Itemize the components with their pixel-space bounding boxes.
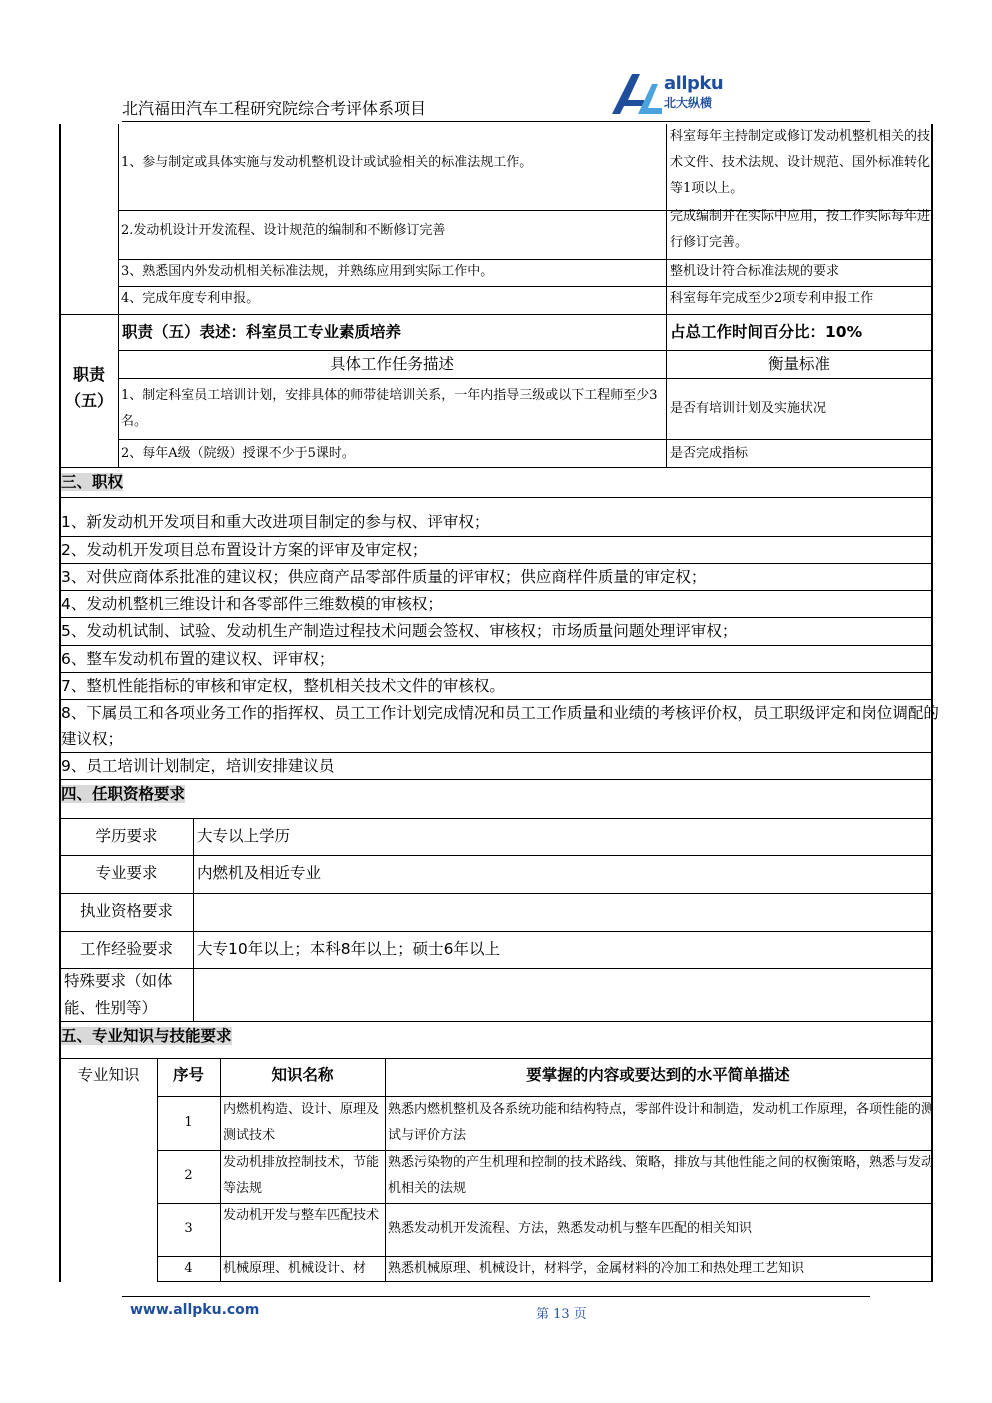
knowledge-desc: 熟悉污染物的产生机理和控制的技术路线、策略，排放与其他性能之间的权衡策略，熟悉与发动机相关的法规 (388, 1155, 935, 1196)
col-header-no: 序号 (172, 1066, 204, 1084)
knowledge-side-label: 专业知识 (77, 1066, 140, 1084)
row-divider (59, 779, 932, 780)
standard-cell: 整机设计符合标准法规的要求 (670, 264, 840, 279)
section3-title (61, 470, 123, 494)
authority-item: 8、下属员工和各项业务工作的指挥权、员工工作计划完成情况和员工工作质量和业绩的考核评价权，员工职级评定和岗位调配的建议权； (61, 704, 939, 748)
knowledge-name: 发动机开发与整车匹配技术 (223, 1208, 380, 1223)
task-cell: 3、熟悉国内外发动机相关标准法规，并熟练应用到实际工作中。 (121, 264, 494, 279)
authority-item: 4、发动机整机三维设计和各零部件三维数模的审核权； (61, 595, 443, 613)
task-cell: 4、完成年度专利申报。 (121, 291, 260, 306)
standard-cell: 完成编制并在实际中应用，按工作实际每年进行修订完善。 (670, 209, 931, 250)
knowledge-no: 1 (184, 1115, 193, 1130)
authority-item: 9、员工培训计划制定，培训安排建议员 (61, 757, 335, 775)
knowledge-no: 2 (184, 1168, 193, 1183)
footer-divider (122, 1296, 870, 1297)
section5-title-text: 五、专业知识与技能要求 (61, 1027, 232, 1045)
authority-item: 6、整车发动机布置的建议权、评审权； (61, 650, 335, 668)
knowledge-desc: 熟悉发动机开发流程、方法，熟悉发动机与整车匹配的相关知识 (388, 1221, 753, 1236)
page-header-title: 北汽福田汽车工程研究院综合考评体系项目 (122, 99, 427, 118)
row-divider (59, 314, 932, 315)
authority-item: 7、整机性能指标的审核和审定权，整机相关技术文件的审核权。 (61, 677, 505, 695)
col-header-standard: 衡量标准 (767, 355, 830, 373)
col-divider (193, 818, 194, 1022)
qual-label: 专业要求 (95, 864, 158, 882)
knowledge-name: 发动机排放控制技术，节能等法规 (223, 1155, 380, 1196)
row-divider (118, 378, 932, 379)
duty5-label-line2: （五） (64, 391, 113, 410)
logo-en: allpku (664, 73, 724, 94)
qual-label: 执业资格要求 (79, 902, 173, 920)
col-header-task: 具体工作任务描述 (329, 355, 454, 373)
row-divider (59, 497, 932, 498)
col-header-name: 知识名称 (271, 1066, 334, 1084)
knowledge-no: 3 (184, 1221, 193, 1236)
qual-value: 大专以上学历 (197, 827, 291, 845)
duty5-percent: 占总工作时间百分比：10% (670, 323, 863, 341)
col-divider (118, 124, 119, 467)
header-divider (122, 121, 870, 122)
standard-cell: 科室每年完成至少2项专利申报工作 (670, 291, 874, 306)
knowledge-name: 机械原理、机械设计、材 (223, 1261, 367, 1276)
col-divider (220, 1058, 221, 1282)
row-divider (59, 893, 932, 894)
authority-item: 2、发动机开发项目总布置设计方案的评审及审定权； (61, 541, 428, 559)
row-divider (59, 1058, 932, 1059)
task-cell: 1、参与制定或具体实施与发动机整机设计或试验相关的标准法规工作。 (121, 155, 533, 170)
knowledge-no: 4 (184, 1261, 193, 1276)
section4-title (61, 782, 185, 806)
authority-item: 1、新发动机开发项目和重大改进项目制定的参与权、评审权； (61, 513, 490, 531)
logo-cn: 北大纵横 (664, 96, 713, 110)
row-divider (59, 1021, 932, 1022)
knowledge-name: 内燃机构造、设计、原理及测试技术 (223, 1102, 380, 1143)
duty5-title: 职责（五）表述：科室员工专业素质培养 (122, 323, 402, 341)
section3-title-text: 三、职权 (61, 473, 124, 491)
authority-item: 3、对供应商体系批准的建议权；供应商产品零部件质量的评审权；供应商样件质量的审定权； (61, 568, 707, 586)
col-header-desc: 要掌握的内容或要达到的水平简单描述 (526, 1066, 790, 1084)
task-cell: 1、制定科室员工培训计划，安排具体的师带徒培训关系，一年内指导三级或以下工程师至少3名。 (121, 388, 658, 429)
qual-label: 特殊要求（如体能、性别等） (64, 972, 173, 1017)
duty5-label (60, 362, 118, 414)
section5-title (61, 1024, 232, 1048)
standard-cell: 是否有培训计划及实施状况 (670, 401, 827, 416)
row-divider (118, 439, 932, 440)
row-divider (59, 931, 932, 932)
page-number: 第 13 页 (536, 1307, 587, 1322)
authority-item: 5、发动机试制、试验、发动机生产制造过程技术问题会签权、审核权；市场质量问题处理评审权； (61, 622, 738, 640)
row-divider (59, 818, 932, 819)
qual-value: 内燃机及相近专业 (197, 864, 322, 882)
row-divider (59, 467, 932, 468)
footer-url: www.allpku.com (130, 1302, 260, 1318)
knowledge-desc: 熟悉内燃机整机及各系统功能和结构特点，零部件设计和制造，发动机工作原理，各项性能的测试与评价方法 (388, 1102, 935, 1143)
qual-value: 大专10年以上；本科8年以上；硕士6年以上 (197, 940, 500, 958)
task-cell: 2.发动机设计开发流程、设计规范的编制和不断修订完善 (121, 223, 446, 238)
col-divider (385, 1058, 386, 1282)
duty5-label-line1: 职责 (72, 365, 105, 384)
standard-cell: 是否完成指标 (670, 446, 749, 461)
row-divider (157, 1281, 932, 1282)
qual-label: 学历要求 (95, 827, 158, 845)
section4-title-text: 四、任职资格要求 (61, 785, 186, 803)
task-cell: 2、每年A级（院级）授课不少于5课时。 (121, 446, 355, 461)
knowledge-desc: 熟悉机械原理、机械设计，材料学，金属材料的冷加工和热处理工艺知识 (388, 1261, 805, 1276)
row-divider (59, 855, 932, 856)
standard-cell: 科室每年主持制定或修订发动机整机相关的技术文件、技术法规、设计规范、国外标准转化等1项以上。 (670, 129, 931, 196)
qual-label: 工作经验要求 (79, 940, 173, 958)
